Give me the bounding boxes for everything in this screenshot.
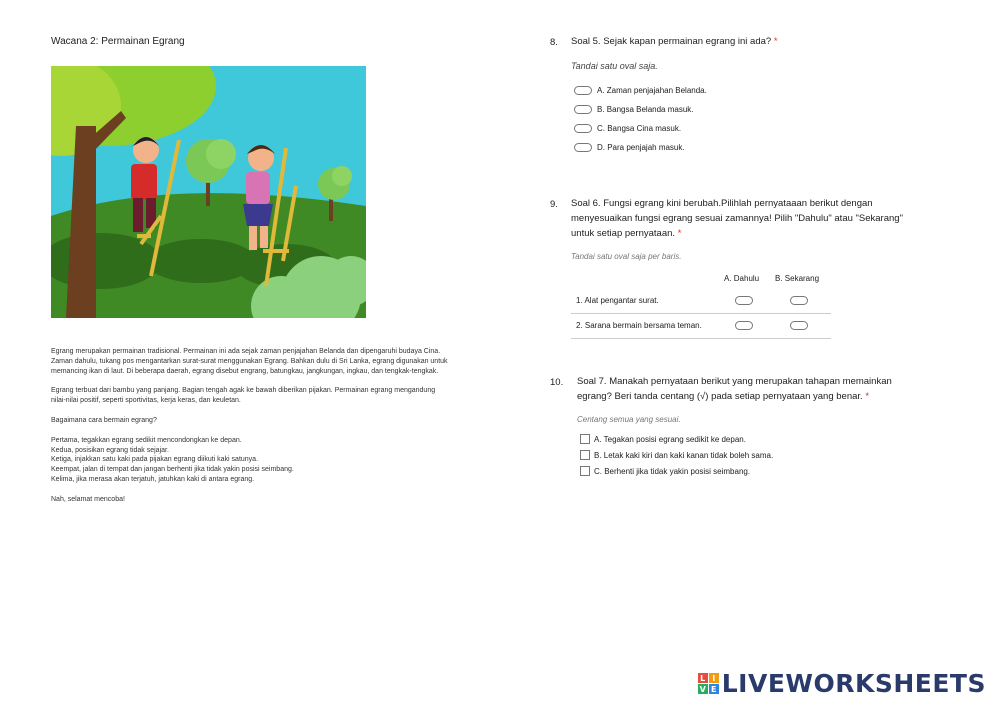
checkbox-option-b[interactable] — [580, 447, 773, 463]
column-header-sekarang: B. Sekarang — [775, 274, 820, 283]
radio-oval-sekarang[interactable] — [790, 321, 808, 330]
radio-oval[interactable] — [574, 86, 592, 95]
question-10-line-1: Soal 7. Manakah pernyataan berikut yang merupakan tahapan memainkan — [577, 376, 892, 387]
question-8-hint: Tandai satu oval saja. — [571, 61, 658, 71]
question-10-number: 10. — [550, 377, 564, 388]
question-10-options — [580, 431, 773, 479]
radio-oval-dahulu[interactable] — [735, 321, 753, 330]
required-mark: * — [773, 36, 778, 47]
option-b[interactable] — [574, 100, 707, 119]
option-label: C. Bangsa Cina masuk. — [597, 124, 682, 133]
passage-paragraph-5: Nah, selamat mencoba! — [51, 495, 125, 503]
grid-row-2 — [571, 313, 831, 339]
passage-title: Wacana 2: Permainan Egrang — [51, 36, 185, 47]
radio-oval-dahulu[interactable] — [735, 296, 753, 305]
question-10-line-2: egrang? Beri tanda centang (√) pada setiap pernyataan yang benar. — [577, 391, 863, 402]
logo-mark-icon — [698, 673, 719, 694]
checkbox-option-a[interactable] — [580, 431, 773, 447]
liveworksheets-logo — [698, 669, 986, 698]
question-9-line-2: menyesuaikan fungsi egrang sesuai zamannya! Pilih "Dahulu" atau "Sekarang" — [571, 213, 903, 224]
grid-row-label: 1. Alat pengantar surat. — [576, 296, 659, 305]
option-label: A. Zaman penjajahan Belanda. — [597, 86, 707, 95]
passage-paragraph-4: Pertama, tegakkan egrang sedikit mencondongkan ke depan. Kedua, posisikan egrang tidak sejajar. Ketiga, injakkan satu kaki pada pijakan egrang diikuti kaki satunya. Keempat, jalan di tempat dan jangan berhenti jika tidak yakin posisi seimbang. Kelima, jika merasa akan terjatuh, jatuhkan kaki di antara egrang. — [51, 436, 294, 483]
checkbox[interactable] — [580, 466, 590, 476]
option-a[interactable] — [574, 81, 707, 100]
question-9-hint: Tandai satu oval saja per baris. — [571, 252, 682, 261]
question-9-line-1: Soal 6. Fungsi egrang kini berubah.Pilihlah pernyataaan berikut dengan — [571, 198, 873, 209]
option-label: A. Tegakan posisi egrang sedikit ke depan. — [594, 434, 746, 444]
question-10-text — [577, 374, 892, 404]
passage-paragraph-2: Egrang terbuat dari bambu yang panjang. Bagian tengah agak ke bawah diberikan pijakan. Permainan egrang mengandung nilai-nilai positif, seperti sportivitas, kerja keras, dan keuletan. — [51, 387, 436, 405]
option-d[interactable] — [574, 138, 707, 157]
grid-row-1 — [571, 288, 831, 314]
option-label: B. Bangsa Belanda masuk. — [597, 105, 694, 114]
option-c[interactable] — [574, 119, 707, 138]
question-9-line-3: untuk setiap pernyataan. — [571, 228, 676, 239]
question-8-text — [571, 34, 778, 49]
option-label: B. Letak kaki kiri dan kaki kanan tidak boleh sama. — [594, 450, 774, 460]
checkbox-option-c[interactable] — [580, 463, 773, 479]
question-9-text — [571, 196, 903, 241]
passage-paragraph-3: Bagaimana cara bermain egrang? — [51, 416, 157, 424]
question-8-label: Soal 5. Sejak kapan permainan egrang ini ada? — [571, 36, 772, 47]
required-mark: * — [677, 228, 682, 239]
question-10-hint: Centang semua yang sesuai. — [577, 415, 681, 424]
question-8-options — [574, 81, 707, 157]
radio-oval[interactable] — [574, 105, 592, 114]
logo-mark-letter: V — [699, 684, 706, 694]
checkbox[interactable] — [580, 434, 590, 444]
radio-oval[interactable] — [574, 124, 592, 133]
option-label: D. Para penjajah masuk. — [597, 143, 685, 152]
required-mark: * — [865, 391, 870, 402]
question-9-number: 9. — [550, 199, 558, 210]
column-header-dahulu: A. Dahulu — [724, 274, 760, 283]
question-9-grid — [571, 273, 831, 339]
grid-row-label: 2. Sarana bermain bersama teman. — [576, 321, 702, 330]
stilt-walking-illustration — [51, 66, 366, 318]
logo-mark-letter: E — [709, 684, 719, 694]
option-label: C. Berhenti jika tidak yakin posisi seimbang. — [594, 466, 751, 476]
logo-mark-letter: I — [709, 673, 719, 683]
checkbox[interactable] — [580, 450, 590, 460]
radio-oval-sekarang[interactable] — [790, 296, 808, 305]
question-8-number: 8. — [550, 37, 558, 48]
passage-paragraph-1: Egrang merupakan permainan tradisional. Permainan ini ada sejak zaman penjajahan Belanda dan dipengaruhi budaya Cina. Zaman dahulu, tukang pos mengantarkan surat-surat menggunakan Egrang. Bahkan dulu di Sri Lanka, egrang digunakan untuk memancing ikan di laut. Di beberapa daerah, egrang disebut engrang, batungkau, jangkungan, ingkau, dan tengkak-tengkak. — [51, 348, 448, 375]
logo-text: LIVEWORKSHEETS — [721, 669, 986, 698]
radio-oval[interactable] — [574, 143, 592, 152]
passage-text — [51, 347, 451, 515]
logo-mark-letter: L — [698, 673, 708, 683]
